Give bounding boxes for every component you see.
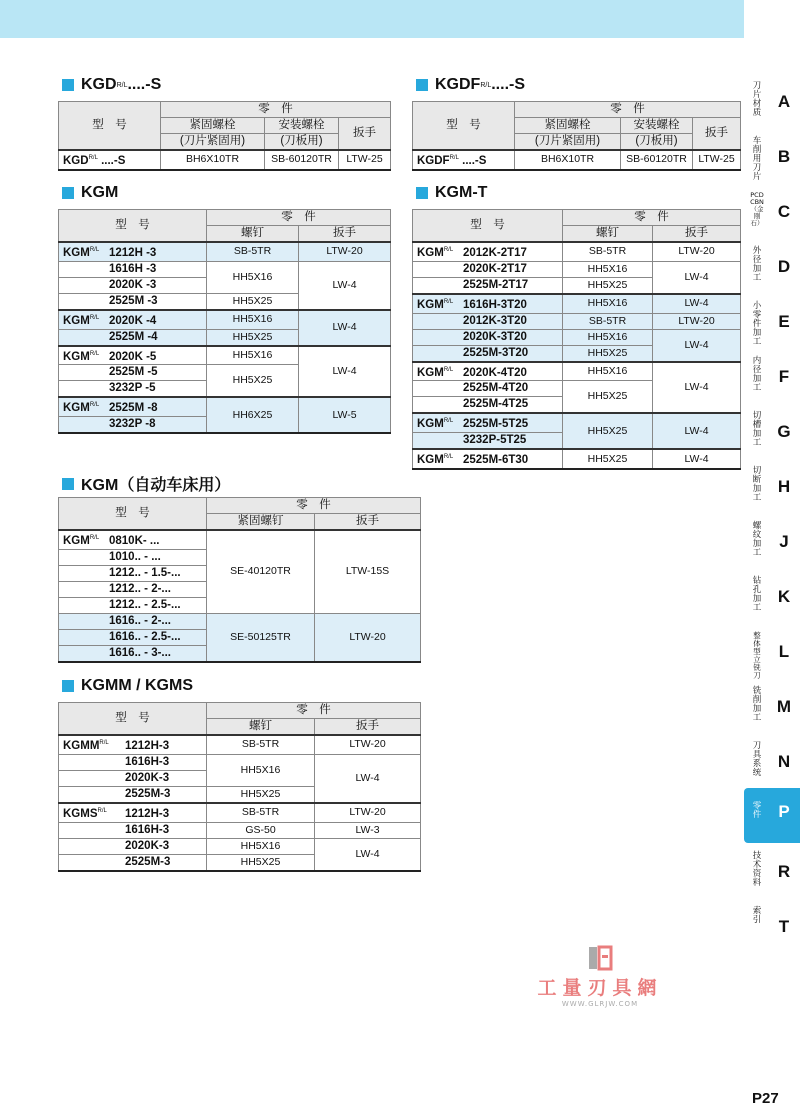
screw-cell: HH5X25 bbox=[207, 854, 315, 871]
screw-cell: HH5X16 bbox=[563, 261, 653, 277]
screw-cell: HH5X25 bbox=[563, 381, 653, 414]
section-title-kgm: KGM bbox=[62, 184, 118, 202]
header-mount-bolt-sub: (刀板用) bbox=[621, 134, 693, 151]
model-cell: 3232P -5 bbox=[59, 381, 207, 398]
watermark-logo bbox=[530, 945, 670, 1008]
top-header-bar bbox=[0, 0, 744, 38]
header-wrench: 扳手 bbox=[693, 118, 741, 151]
model-cell: 2012K-3T20 bbox=[413, 313, 563, 329]
screw-cell: SE-50125TR bbox=[207, 613, 315, 662]
model-cell: 1616.. - 2-... bbox=[59, 613, 207, 629]
screw-cell: HH5X16 bbox=[207, 310, 299, 329]
section-title-kgm-auto: KGM（自动车床用） bbox=[62, 472, 230, 495]
model-cell: 1616.. - 2.5-... bbox=[59, 629, 207, 645]
screw-cell: HH5X16 bbox=[207, 346, 299, 365]
sidebar-item-l[interactable]: 整体型立铣刀 L bbox=[753, 631, 790, 680]
header-wrench: 扳手 bbox=[299, 226, 391, 243]
wrench-cell: LTW-15S bbox=[315, 530, 421, 613]
model-cell: 2525M-4T20 bbox=[413, 381, 563, 397]
wrench-cell: LW-5 bbox=[299, 397, 391, 433]
model-cell: 1010.. - ... bbox=[59, 549, 207, 565]
model-cell: $KGM^{R/L}$ 2525M-5T25 bbox=[413, 413, 563, 432]
sidebar-item-c[interactable]: PCD CBN（金刚石） C bbox=[750, 191, 791, 227]
header-fix-bolt: 紧固螺栓 bbox=[161, 118, 265, 134]
model-cell: 1616H -3 bbox=[59, 261, 207, 277]
model-cell: $KGM^{R/L}$ 2020K-4T20 bbox=[413, 362, 563, 381]
model-cell: 2525M-3 bbox=[59, 854, 207, 871]
sidebar-item-e[interactable]: 小零件加工 E bbox=[752, 301, 790, 347]
wrench-cell: LW-4 bbox=[653, 329, 741, 362]
wrench-cell: LW-4 bbox=[299, 346, 391, 398]
wrench-cell: LTW-25 bbox=[339, 150, 391, 170]
section-title-kgmt: KGM-T bbox=[416, 184, 487, 202]
model-cell: $KGM^{R/L}$ 2525M-6T30 bbox=[413, 449, 563, 469]
header-model: 型 号 bbox=[59, 703, 207, 736]
wrench-cell: LW-4 bbox=[315, 838, 421, 871]
watermark-url: WWW.GLRJW.COM bbox=[561, 1000, 639, 1008]
model-cell: 2525M-4T25 bbox=[413, 397, 563, 414]
mount-cell: SB-60120TR bbox=[265, 150, 339, 170]
screw-cell: HH5X16 bbox=[207, 838, 315, 854]
section-square-icon bbox=[62, 187, 74, 199]
header-screw: 螺钉 bbox=[207, 226, 299, 243]
kgmm-kgms-parts-table bbox=[58, 702, 421, 872]
wrench-cell: LTW-25 bbox=[693, 150, 741, 170]
wrench-cell: LTW-20 bbox=[299, 242, 391, 261]
bolt-cell: BH6X10TR bbox=[515, 150, 621, 170]
screw-cell: HH5X25 bbox=[207, 329, 299, 346]
section-square-icon bbox=[62, 680, 74, 692]
screw-cell: HH5X16 bbox=[207, 754, 315, 786]
header-mount-bolt: 安装螺栓 bbox=[621, 118, 693, 134]
header-wrench: 扳手 bbox=[339, 118, 391, 151]
model-cell: 2020K-2T17 bbox=[413, 261, 563, 277]
model-cell: 2525M-3T20 bbox=[413, 345, 563, 362]
header-model: 型 号 bbox=[59, 210, 207, 243]
header-fix-bolt: 紧固螺栓 bbox=[515, 118, 621, 134]
sidebar-item-m[interactable]: 铣削加工 M bbox=[752, 686, 792, 723]
screw-cell: SB-5TR bbox=[207, 735, 315, 754]
screw-cell: SB-5TR bbox=[563, 313, 653, 329]
model-cell: 1616.. - 3-... bbox=[59, 645, 207, 662]
header-fix-bolt-sub: (刀片紧固用) bbox=[515, 134, 621, 151]
wrench-cell: LW-4 bbox=[653, 449, 741, 469]
wrench-cell: LW-4 bbox=[653, 294, 741, 313]
model-cell: 2020K-3 bbox=[59, 838, 207, 854]
wrench-cell: LW-4 bbox=[653, 362, 741, 414]
model-cell: $KGM^{R/L}$ 1212H -3 bbox=[59, 242, 207, 261]
screw-cell: HH6X25 bbox=[207, 397, 299, 433]
sidebar-item-p[interactable]: 零件 P bbox=[744, 788, 800, 843]
model-cell: $KGM^{R/L}$ 1616H-3T20 bbox=[413, 294, 563, 313]
screw-cell: HH5X25 bbox=[563, 345, 653, 362]
model-cell: $KGMS^{R/L}$ 1212H-3 bbox=[59, 803, 207, 822]
model-cell: $KGM^{R/L}$ 0810K- ... bbox=[59, 530, 207, 549]
header-parts: 零 件 bbox=[515, 102, 741, 118]
sidebar-item-b[interactable]: 车削用刀片 B bbox=[752, 136, 791, 182]
screw-cell: HH5X25 bbox=[207, 293, 299, 310]
screw-cell: HH5X25 bbox=[563, 449, 653, 469]
watermark-text: 工量刃具網 bbox=[537, 977, 663, 999]
kgm-auto-parts-table bbox=[58, 497, 421, 663]
model-cell: 1212.. - 2-... bbox=[59, 581, 207, 597]
sidebar-item-h[interactable]: 切断加工 H bbox=[752, 466, 791, 503]
model-cell: 2525M -5 bbox=[59, 365, 207, 381]
header-model: 型 号 bbox=[413, 102, 515, 151]
header-screw: 螺钉 bbox=[563, 226, 653, 243]
header-wrench: 扳手 bbox=[315, 719, 421, 736]
header-model: 型 号 bbox=[413, 210, 563, 243]
model-cell: 2525M -4 bbox=[59, 329, 207, 346]
section-title-kgdf: KGDF R/L ....-S bbox=[416, 76, 525, 94]
model-cell: 1616H-3 bbox=[59, 822, 207, 838]
sidebar-item-f[interactable]: 内径加工 F bbox=[752, 356, 790, 393]
kgm-parts-table bbox=[58, 209, 391, 434]
model-cell: 1616H-3 bbox=[59, 754, 207, 770]
model-cell: $KGM^{R/L}$ 2012K-2T17 bbox=[413, 242, 563, 261]
header-parts: 零 件 bbox=[161, 102, 391, 118]
screw-cell: HH5X16 bbox=[207, 261, 299, 293]
section-square-icon bbox=[62, 79, 74, 91]
chapter-index-sidebar bbox=[744, 78, 800, 978]
model-cell: $KGM^{R/L}$ 2525M -8 bbox=[59, 397, 207, 416]
wrench-cell: LTW-20 bbox=[653, 313, 741, 329]
model-cell: 2525M -3 bbox=[59, 293, 207, 310]
header-parts: 零 件 bbox=[207, 498, 421, 514]
screw-cell: HH5X16 bbox=[563, 362, 653, 381]
wrench-cell: LTW-20 bbox=[315, 735, 421, 754]
model-cell: $KGMM^{R/L}$ 1212H-3 bbox=[59, 735, 207, 754]
kgdf-parts-table bbox=[412, 101, 741, 171]
bolt-cell: BH6X10TR bbox=[161, 150, 265, 170]
section-square-icon bbox=[416, 187, 428, 199]
screw-cell: SB-5TR bbox=[207, 242, 299, 261]
wrench-cell: LW-4 bbox=[315, 754, 421, 803]
wrench-cell: LTW-20 bbox=[653, 242, 741, 261]
wrench-cell: LW-3 bbox=[315, 822, 421, 838]
kgmt-parts-table bbox=[412, 209, 741, 470]
model-cell: 2020K-3 bbox=[59, 770, 207, 786]
screw-cell: HH5X16 bbox=[563, 329, 653, 345]
section-square-icon bbox=[62, 478, 74, 490]
model-cell: 3232P -8 bbox=[59, 417, 207, 434]
wrench-cell: LTW-20 bbox=[315, 613, 421, 662]
header-mount-bolt-sub: (刀板用) bbox=[265, 134, 339, 151]
watermark-mark-icon bbox=[587, 945, 613, 971]
model-cell: $KGM^{R/L}$ 2020K -5 bbox=[59, 346, 207, 365]
sidebar-item-a[interactable]: 刀片材质 A bbox=[752, 81, 791, 118]
header-fix-screw: 紧固螺钉 bbox=[207, 514, 315, 531]
header-fix-bolt-sub: (刀片紧固用) bbox=[161, 134, 265, 151]
model-cell: $KGM^{R/L}$ 2020K -4 bbox=[59, 310, 207, 329]
header-parts: 零 件 bbox=[563, 210, 741, 226]
wrench-cell: LW-4 bbox=[653, 261, 741, 294]
model-cell: 2020K-3T20 bbox=[413, 329, 563, 345]
model-cell: 2020K -3 bbox=[59, 277, 207, 293]
model-cell: 1212.. - 1.5-... bbox=[59, 565, 207, 581]
screw-cell: HH5X25 bbox=[207, 365, 299, 398]
header-wrench: 扳手 bbox=[653, 226, 741, 243]
model-cell: 2525M-2T17 bbox=[413, 277, 563, 294]
model-cell: $KGDF^{R/L}$ ....-S bbox=[413, 150, 515, 170]
model-cell: 3232P-5T25 bbox=[413, 433, 563, 450]
sidebar-item-r[interactable]: 技术资料 R bbox=[752, 851, 791, 888]
sidebar-item-j[interactable]: 螺纹加工 J bbox=[752, 521, 789, 558]
model-cell: $KGD^{R/L}$ ....-S bbox=[59, 150, 161, 170]
sidebar-item-g[interactable]: 切槽加工 G bbox=[752, 411, 791, 448]
wrench-cell: LW-4 bbox=[653, 413, 741, 449]
page-number: P27 bbox=[752, 1090, 779, 1107]
screw-cell: HH5X25 bbox=[563, 277, 653, 294]
section-title-kgmm-kgms: KGMM / KGMS bbox=[62, 677, 193, 695]
screw-cell: HH5X25 bbox=[207, 786, 315, 803]
header-model: 型 号 bbox=[59, 498, 207, 531]
header-screw: 螺钉 bbox=[207, 719, 315, 736]
header-parts: 零 件 bbox=[207, 210, 391, 226]
sidebar-item-t[interactable]: 索引 T bbox=[752, 906, 790, 936]
sidebar-item-n[interactable]: 刀具系统 N bbox=[752, 741, 791, 778]
screw-cell: GS-50 bbox=[207, 822, 315, 838]
wrench-cell: LW-4 bbox=[299, 261, 391, 310]
sidebar-item-k[interactable]: 钻孔加工 K bbox=[752, 576, 791, 613]
screw-cell: SB-5TR bbox=[207, 803, 315, 822]
header-parts: 零 件 bbox=[207, 703, 421, 719]
header-model: 型 号 bbox=[59, 102, 161, 151]
model-cell: 1212.. - 2.5-... bbox=[59, 597, 207, 613]
header-wrench: 扳手 bbox=[315, 514, 421, 531]
screw-cell: HH5X25 bbox=[563, 413, 653, 449]
header-mount-bolt: 安装螺栓 bbox=[265, 118, 339, 134]
mount-cell: SB-60120TR bbox=[621, 150, 693, 170]
section-square-icon bbox=[416, 79, 428, 91]
screw-cell: SB-5TR bbox=[563, 242, 653, 261]
section-title-kgd: KGD R/L ....-S bbox=[62, 76, 161, 94]
kgd-parts-table bbox=[58, 101, 391, 171]
model-cell: 2525M-3 bbox=[59, 786, 207, 803]
wrench-cell: LTW-20 bbox=[315, 803, 421, 822]
wrench-cell: LW-4 bbox=[299, 310, 391, 346]
screw-cell: HH5X16 bbox=[563, 294, 653, 313]
screw-cell: SE-40120TR bbox=[207, 530, 315, 613]
sidebar-item-d[interactable]: 外径加工 D bbox=[752, 246, 791, 283]
